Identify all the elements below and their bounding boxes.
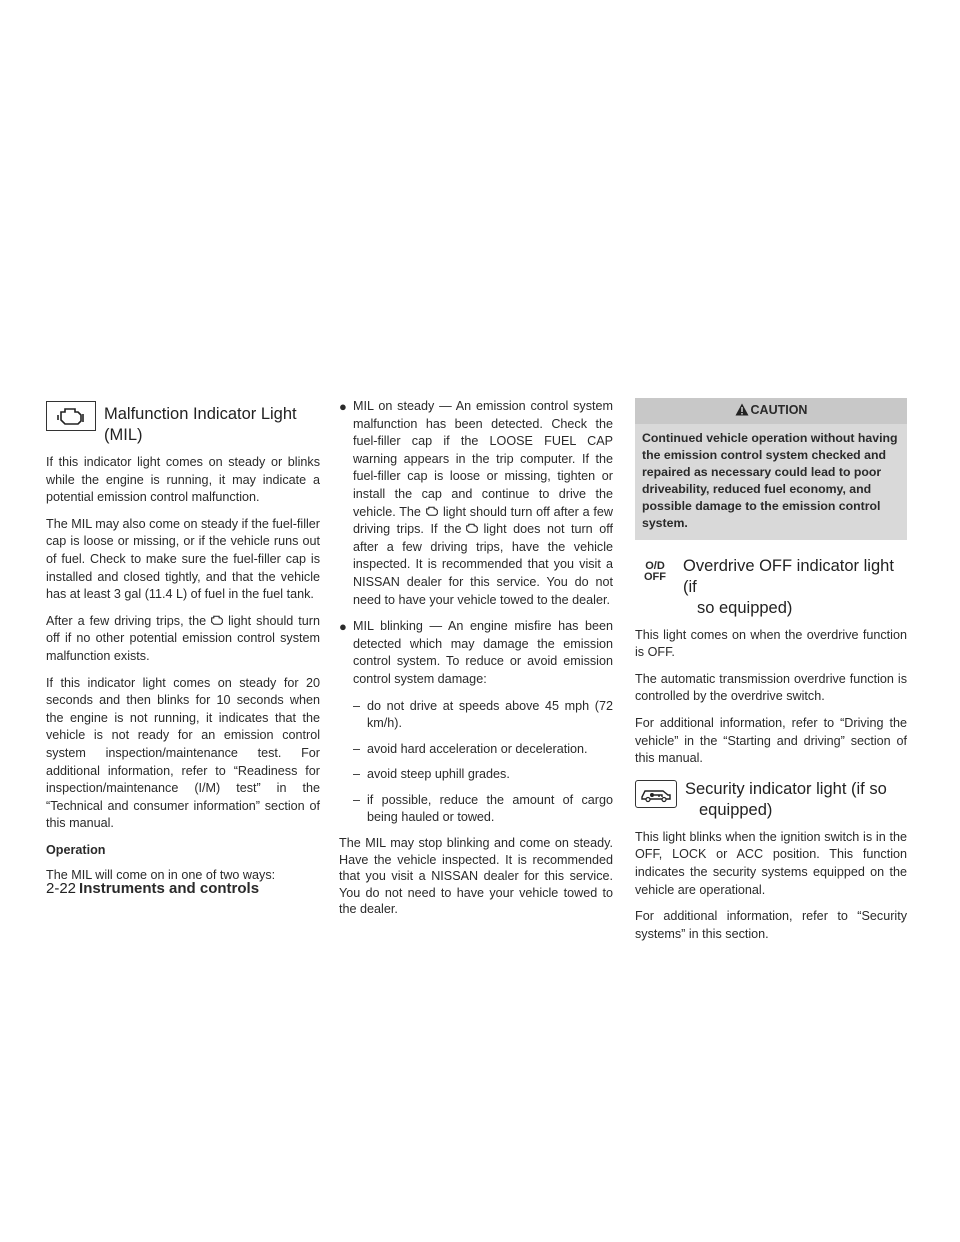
security-paragraph-1: This light blinks when the ignition switch is in the OFF, LOCK or ACC position. This function indicates the security systems equipped on the vehicle are operational.	[635, 829, 907, 897]
mil-title-line2: (MIL)	[104, 426, 143, 444]
mil-paragraph-3	[46, 613, 320, 666]
section-title: Instruments and controls	[79, 880, 260, 897]
overdrive-title-line2: so equipped)	[697, 598, 793, 617]
caution-text: Continued vehicle operation without having the emission control system checked and repaired as necessary could lead to poor driveability, reduced fuel economy, and possible damage to the emission control system.	[642, 430, 898, 530]
column-1	[46, 398, 320, 894]
overdrive-heading	[635, 554, 907, 619]
list-item: – if possible, reduce the amount of cargo being hauled or towed.	[353, 792, 613, 827]
engine-icon	[464, 522, 480, 534]
engine-icon	[209, 614, 225, 626]
overdrive-paragraph-2: The automatic transmission overdrive function is controlled by the overdrive switch.	[635, 671, 907, 704]
mil-paragraph-1: If this indicator light comes on steady or blinks while the engine is running, it may indicate a potential emission control malfunction.	[46, 455, 320, 505]
column-2	[339, 398, 613, 927]
mil-title-line1: Malfunction Indicator Light	[104, 405, 297, 423]
od-off-icon	[635, 557, 675, 587]
bullet-marker: ●	[339, 399, 347, 414]
operation-heading: Operation	[46, 842, 106, 857]
bullet2-text: MIL blinking — An engine misfire has been detected which may damage the emission control system. To reduce or avoid emission control system damage:	[353, 619, 613, 686]
page-number: 2-22	[46, 880, 77, 897]
list-item	[339, 618, 613, 688]
caution-box	[635, 398, 907, 540]
caution-label: CAUTION	[750, 403, 808, 417]
mil-heading	[46, 398, 320, 446]
column-3	[635, 398, 907, 952]
mil-paragraph-3-end: light should turn off if no other potential emission control system malfunction exists.	[46, 613, 320, 663]
engine-icon	[46, 401, 96, 431]
bullet-marker: ●	[339, 619, 347, 635]
security-title-line2: equipped)	[699, 800, 773, 819]
security-paragraph-2: For additional information, refer to “Security systems” in this section.	[635, 909, 907, 941]
dash-text: if possible, reduce the amount of cargo being hauled or towed.	[367, 792, 613, 825]
security-title-line1: Security indicator light (if so	[685, 779, 887, 798]
page-footer	[46, 880, 259, 897]
security-heading	[635, 777, 907, 821]
overdrive-paragraph-3: For additional information, refer to “Driving the vehicle” in the “Starting and driving” section of this manual.	[635, 715, 907, 766]
overdrive-title-line1: Overdrive OFF indicator light (if	[683, 556, 894, 596]
list-item: – avoid steep uphill grades.	[353, 766, 613, 784]
bullet1-text-b: light should turn off after a few driving trips. If the	[353, 504, 613, 537]
bullet1-text-c: light does not turn off after a few driving trips, have the vehicle inspected. It is recommended that you visit a NISSAN dealer for this service. You do not need to have your vehicle towed to the dealer.	[353, 522, 613, 607]
dash-text: avoid steep uphill grades.	[367, 767, 510, 782]
mil-paragraph-3-start: After a few driving trips, the	[46, 613, 207, 628]
warning-triangle-icon	[735, 403, 749, 416]
od-icon-line2: OFF	[644, 570, 666, 583]
list-item	[339, 398, 613, 609]
list-item: – avoid hard acceleration or deceleration.	[353, 741, 613, 759]
engine-icon	[424, 505, 440, 517]
mil-closing: The MIL may stop blinking and come on steady. Have the vehicle inspected. It is recommended that you visit a NISSAN dealer for this service. You do not need to have your vehicle towed to the dealer.	[339, 836, 613, 917]
dash-text: do not drive at speeds above 45 mph (72 km/h).	[367, 698, 613, 731]
mil-paragraph-2: The MIL may also come on steady if the fuel-filler cap is loose or missing, or if the vehicle runs out of fuel. Check to make sure the fuel-filler cap is installed and closed tightly, and that the vehicle has at least 3 gal (11.4 L) of fuel in the fuel tank.	[46, 516, 320, 602]
bullet1-text-a: MIL on steady — An emission control system malfunction has been detected. Check the fuel-filler cap if the LOOSE FUEL CAP warning appears in the trip computer. If the fuel-filler cap is loose or missing, tighten or install the cap and continue to drive the vehicle. The	[353, 399, 613, 519]
overdrive-paragraph-1: This light comes on when the overdrive function is OFF.	[635, 627, 907, 660]
dash-text: avoid hard acceleration or deceleration.	[367, 741, 588, 756]
mil-paragraph-4: If this indicator light comes on steady for 20 seconds and then blinks for 10 seconds when the engine is not running, it indicates that the vehicle is not ready for an emission control system inspection/maintenance test. For additional information, refer to “Readiness for inspection/maintenance (I/M) test” in the “Technical and consumer information” section of this manual.	[46, 675, 320, 831]
od-icon-line1: O/D	[645, 559, 665, 572]
operation-intro: The MIL will come on in one of two ways:	[46, 868, 276, 883]
car-key-icon	[635, 780, 677, 808]
list-item: – do not drive at speeds above 45 mph (72 km/h).	[353, 698, 613, 733]
